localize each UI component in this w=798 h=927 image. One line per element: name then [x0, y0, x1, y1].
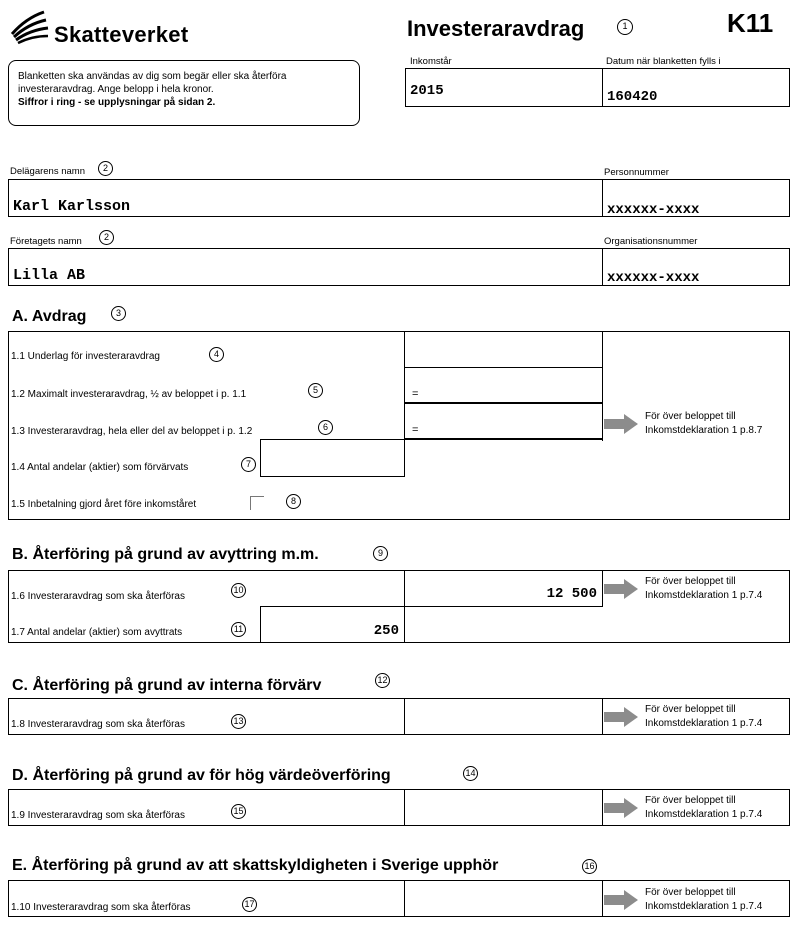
- row-1-6-label: 1.6 Investeraravdrag som ska återföras: [11, 591, 185, 602]
- company-label: Företagets namn: [10, 236, 82, 247]
- field-1-1[interactable]: [404, 331, 603, 368]
- row-1-7-label: 1.7 Antal andelar (aktier) som avyttrats: [11, 627, 183, 638]
- note-circle: 4: [209, 347, 224, 362]
- transfer-note-line-1: För över beloppet till: [645, 411, 736, 422]
- transfer-note-line-2: Inkomstdeklaration 1 p.7.4: [645, 718, 763, 729]
- crown-swirl-icon: [8, 8, 52, 46]
- note-circle: 8: [286, 494, 301, 509]
- owner-name-field[interactable]: [8, 179, 603, 217]
- agency-name: Skatteverket: [54, 22, 189, 47]
- company-name-value: Lilla AB: [13, 267, 86, 284]
- transfer-note-line-2: Inkomstdeklaration 1 p.7.4: [645, 590, 763, 601]
- note-circle: 1: [617, 19, 633, 35]
- date-field[interactable]: [602, 68, 790, 107]
- note-circle: 2: [98, 161, 113, 176]
- transfer-arrow-icon: [604, 579, 638, 599]
- note-circle: 17: [242, 897, 257, 912]
- pnr-value: xxxxxx-xxxx: [607, 202, 700, 218]
- divider: [602, 331, 603, 441]
- field-1-3[interactable]: [404, 403, 603, 440]
- intro-box: [8, 60, 360, 126]
- section-c-title: C. Återföring på grund av interna förvärv: [12, 677, 322, 694]
- note-circle: 10: [231, 583, 246, 598]
- row-1-2-label: 1.2 Maximalt investeraravdrag, ½ av beloppet i p. 1.1: [11, 389, 247, 400]
- field-1-9[interactable]: [404, 789, 603, 826]
- transfer-arrow-icon: [604, 414, 638, 434]
- income-year-value: 2015: [410, 83, 444, 99]
- section-e-title: E. Återföring på grund av att skattskyldigheten i Sverige upphör: [12, 857, 499, 874]
- section-d-title: D. Återföring på grund av för hög värdeöverföring: [12, 767, 391, 784]
- form-title: Investeraravdrag: [407, 16, 585, 41]
- income-year-label: Inkomstår: [410, 56, 452, 67]
- company-name-field[interactable]: [8, 248, 603, 286]
- field-1-10[interactable]: [404, 880, 603, 917]
- note-circle: 16: [582, 859, 597, 874]
- transfer-note-line-2: Inkomstdeklaration 1 p.7.4: [645, 901, 763, 912]
- note-circle: 11: [231, 622, 246, 637]
- note-circle: 3: [111, 306, 126, 321]
- row-1-8-label: 1.8 Investeraravdrag som ska återföras: [11, 719, 185, 730]
- section-a-title: A. Avdrag: [12, 308, 87, 325]
- row-1-1-label: 1.1 Underlag för investeraravdrag: [11, 351, 160, 362]
- orgnr-label: Organisationsnummer: [604, 236, 698, 247]
- intro-line-2: investeraravdrag. Ange belopp i hela kronor.: [18, 84, 214, 95]
- row-1-5-label: 1.5 Inbetalning gjord året före inkomståret: [11, 499, 197, 510]
- field-1-2[interactable]: [404, 367, 603, 404]
- transfer-note-line-1: För över beloppet till: [645, 576, 736, 587]
- form-code: K11: [727, 8, 774, 38]
- prior-year-checkbox[interactable]: [250, 496, 264, 510]
- row-1-9-label: 1.9 Investeraravdrag som ska återföras: [11, 810, 185, 821]
- equals-sign: =: [412, 424, 419, 436]
- field-1-6-value: 12 500: [546, 586, 597, 602]
- note-circle: 12: [375, 673, 390, 688]
- skatteverket-logo: [8, 8, 208, 48]
- field-1-7[interactable]: [260, 606, 405, 643]
- transfer-arrow-icon: [604, 798, 638, 818]
- section-b-title: B. Återföring på grund av avyttring m.m.: [12, 546, 319, 563]
- note-circle: 6: [318, 420, 333, 435]
- intro-line-1: Blanketten ska användas av dig som begär eller ska återföra: [18, 71, 287, 82]
- transfer-note-line-1: För över beloppet till: [645, 887, 736, 898]
- equals-sign: =: [412, 388, 419, 400]
- owner-label: Delägarens namn: [10, 166, 85, 177]
- row-1-10-label: 1.10 Investeraravdrag som ska återföras: [11, 902, 191, 913]
- note-circle: 9: [373, 546, 388, 561]
- note-circle: 14: [463, 766, 478, 781]
- transfer-note-line-1: För över beloppet till: [645, 795, 736, 806]
- date-value: 160420: [607, 89, 658, 105]
- transfer-note-line-1: För över beloppet till: [645, 704, 736, 715]
- field-1-4[interactable]: [260, 439, 405, 477]
- row-1-4-label: 1.4 Antal andelar (aktier) som förvärvats: [11, 462, 189, 473]
- orgnr-value: xxxxxx-xxxx: [607, 270, 700, 286]
- note-circle: 13: [231, 714, 246, 729]
- date-label: Datum när blanketten fylls i: [606, 56, 721, 67]
- note-circle: 2: [99, 230, 114, 245]
- pnr-field[interactable]: [602, 179, 790, 217]
- note-circle: 15: [231, 804, 246, 819]
- row-1-3-label: 1.3 Investeraravdrag, hela eller del av beloppet i p. 1.2: [11, 426, 253, 437]
- transfer-arrow-icon: [604, 890, 638, 910]
- field-1-8[interactable]: [404, 698, 603, 735]
- transfer-arrow-icon: [604, 707, 638, 727]
- intro-line-3: Siffror i ring - se upplysningar på sidan 2.: [18, 97, 216, 108]
- orgnr-field[interactable]: [602, 248, 790, 286]
- note-circle: 7: [241, 457, 256, 472]
- owner-name-value: Karl Karlsson: [13, 198, 131, 215]
- field-1-7-value: 250: [373, 623, 399, 639]
- field-1-6[interactable]: [404, 570, 603, 607]
- income-year-field[interactable]: [405, 68, 603, 107]
- transfer-note-line-2: Inkomstdeklaration 1 p.8.7: [645, 425, 763, 436]
- transfer-note-line-2: Inkomstdeklaration 1 p.7.4: [645, 809, 763, 820]
- pnr-label: Personnummer: [604, 167, 669, 178]
- note-circle: 5: [308, 383, 323, 398]
